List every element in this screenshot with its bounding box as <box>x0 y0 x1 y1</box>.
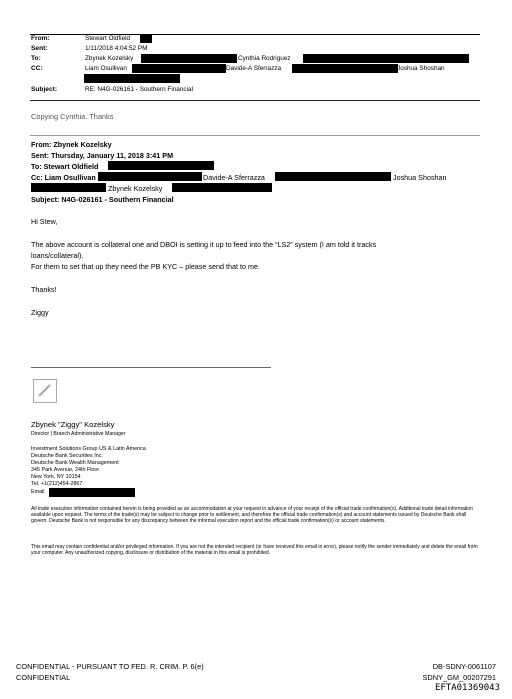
redaction-block <box>108 161 214 170</box>
cc-value-3: Joshua Shoshan <box>397 65 445 72</box>
deutsche-bank-logo <box>33 379 57 403</box>
quoted-cc-name-4: Zbynek Kozelsky <box>108 184 163 193</box>
redaction-block <box>49 488 135 497</box>
signature-division: Deutsche Bank Wealth Management <box>31 460 119 466</box>
footer-bates-db: DB-SDNY-0061107 <box>432 662 496 671</box>
quoted-header-rule <box>30 135 480 136</box>
signature-address: 345 Park Avenue, 24th Floor <box>31 467 100 473</box>
to-value-1: Zbynek Kozelsky <box>85 55 134 62</box>
redaction-block <box>84 74 180 83</box>
signature-name: Zbynek "Ziggy" Kozelsky <box>31 420 115 429</box>
sent-label: Sent: <box>31 45 48 52</box>
trade-disclaimer: All trade execution information contained herein is being provided as an accommodation at your request in advance of your receipt of the official trade confirmation(s). Additional trade detail information available upon request. The terms of the trade(s) may be subject to change prior to settlement, and therefore the official trade confirmation(s) and account statements issued by Deutsche Bank shall govern. Deutsche Bank is not responsible for any discrepancy between the informal execution report and the official trade confirmation(s) or account statements. <box>31 506 473 525</box>
cc-label: CC: <box>31 65 43 72</box>
cc-value-2: Davide-A Sferrazza <box>226 65 282 72</box>
redaction-block <box>31 183 106 192</box>
quoted-subject: Subject: N4G-026161 - Southern Financial <box>31 195 174 204</box>
footer-confidential-rule: CONFIDENTIAL - PURSUANT TO FED. R. CRIM. P. 6(e) <box>16 662 204 671</box>
to-value-2: Cynthia Rodriguez <box>238 55 291 62</box>
footer-bates-efta: EFTA01369043 <box>434 683 500 693</box>
signature-title: Director | Branch Administrative Manager <box>31 431 126 437</box>
confidentiality-disclaimer: This email may contain confidential and/or privileged information. If you are not the intended recipient (or have received this email in error), please notify the sender immediately and delete the email from your computer. Any unauthorized copying, disclosure or distribution of the material in this email is prohibited. <box>31 544 478 557</box>
signoff: Ziggy <box>31 308 49 317</box>
quoted-cc-name-3: Joshua Shoshan <box>393 173 447 182</box>
redaction-block <box>172 183 272 192</box>
signature-phone: Tel. +1(212)454-2867 <box>31 481 83 487</box>
body-paragraph-2: For them to set that up they need the PB KYC – please send that to me. <box>31 262 260 271</box>
signature-org: Investment Solutions Group US & Latin America <box>31 446 146 452</box>
signature-rule <box>31 367 271 368</box>
redaction-block <box>132 64 226 73</box>
subject-value: RE: N4G-026161 - Southern Financial <box>85 86 193 93</box>
signature-email-label: Email <box>31 489 45 495</box>
reply-text: Copying Cynthia. Thanks <box>31 112 114 121</box>
subject-label: Subject: <box>31 86 58 93</box>
redaction-block <box>303 54 469 63</box>
quoted-cc-name-2: Davide-A Sferrazza <box>203 173 265 182</box>
sent-value: 1/11/2018 4:04:52 PM <box>85 45 148 52</box>
redaction-block <box>140 34 152 43</box>
greeting: Hi Stew, <box>31 217 58 226</box>
signature-city: New York, NY 10154 <box>31 474 81 480</box>
signature-company: Deutsche Bank Securities Inc. <box>31 453 103 459</box>
thanks-line: Thanks! <box>31 285 57 294</box>
quoted-from: From: Zbynek Kozelsky <box>31 140 112 149</box>
from-value: Stewart Oldfield <box>85 35 131 42</box>
redaction-block <box>141 54 237 63</box>
body-paragraph-1-cont: loans/collateral). <box>31 251 84 260</box>
cc-value-1: Liam Osullivan <box>85 65 127 72</box>
redaction-block <box>275 172 391 181</box>
from-label: From: <box>31 35 50 42</box>
quoted-to: To: Stewart Oldfield <box>31 162 99 171</box>
to-label: To: <box>31 55 41 62</box>
body-paragraph-1: The above account is collateral one and DBOI is setting it up to feed into the “LS2” system (I am told it tracks <box>31 240 377 249</box>
quoted-cc: Cc: Liam Osullivan <box>31 173 96 182</box>
redaction-block <box>292 64 398 73</box>
quoted-sent: Sent: Thursday, January 11, 2018 3:41 PM <box>31 151 174 160</box>
footer-bates-sdny: SDNY_GM_00207291 <box>422 673 496 682</box>
redaction-block <box>98 172 202 181</box>
footer-confidential: CONFIDENTIAL <box>16 673 71 682</box>
header-bottom-rule <box>30 100 480 101</box>
